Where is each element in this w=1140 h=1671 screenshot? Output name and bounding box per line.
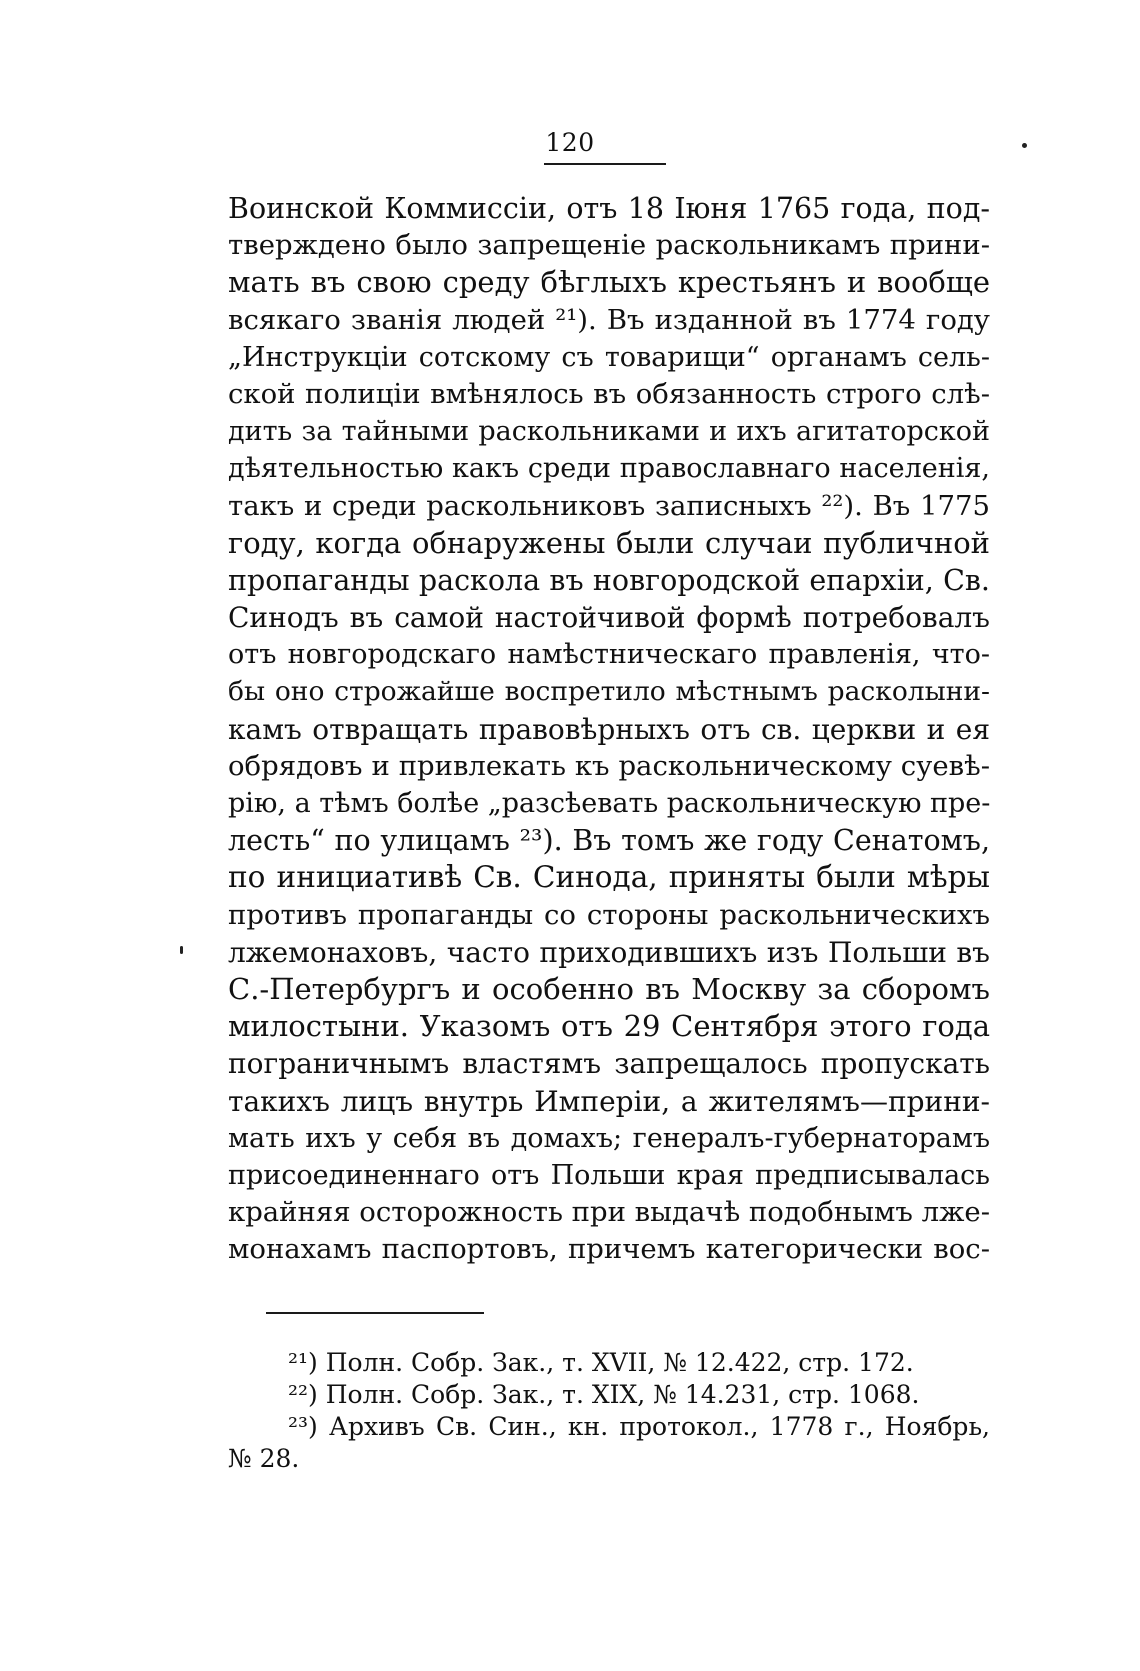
text-line: милостыни. Указомъ отъ 29 Сентября этого года <box>228 1009 990 1044</box>
text-line: такъ и среди раскольниковъ записныхъ ²²). Въ 1775 <box>228 489 990 522</box>
text-line: отъ новгородскаго намѣстническаго правленія, что- <box>228 639 990 671</box>
text-line: обрядовъ и привлекать къ раскольническому суевѣ- <box>228 749 990 782</box>
text-line: мать ихъ у себя въ домахъ; генералъ-губернаторамъ <box>228 1122 990 1154</box>
text-line: всякаго званія людей ²¹). Въ изданной въ 1774 году <box>228 303 990 336</box>
text-line: Синодъ въ самой настойчивой формѣ потребовалъ <box>228 601 990 635</box>
text-line: крайняя осторожность при выдачѣ подобнымъ лже- <box>228 1196 990 1229</box>
header-rule <box>544 163 666 165</box>
text-line: дить за тайными раскольниками и ихъ агитаторской <box>228 416 990 448</box>
text-line: бы оно строжайше воспретило мѣстнымъ расколыни- <box>228 676 990 708</box>
footnote-22: ²²) Полн. Собр. Зак., т. XIX, № 14.231, стр. 1068. <box>288 1380 920 1409</box>
text-line: мать въ свою среду бѣглыхъ крестьянъ и вообще <box>228 265 990 300</box>
margin-speck <box>180 946 183 954</box>
text-line: лесть“ по улицамъ ²³). Въ томъ же году Сенатомъ, <box>228 824 990 858</box>
text-line: такихъ лицъ внутрь Имперіи, а жителямъ—прини- <box>228 1084 990 1118</box>
footnote-separator <box>266 1312 484 1314</box>
text-line: пограничнымъ властямъ запрещалось пропускать <box>228 1047 990 1081</box>
footnote-23: ²³) Архивъ Св. Син., кн. протокол., 1778 г., Ноябрь, <box>288 1412 990 1441</box>
body-text <box>228 190 990 1268</box>
text-line: присоединеннаго отъ Польши края предписывалась <box>228 1159 990 1191</box>
page-number: 120 <box>545 128 595 157</box>
text-line: тверждено было запрещеніе раскольникамъ прини- <box>228 229 990 262</box>
text-line: пропаганды раскола въ новгородской епархіи, Св. <box>228 563 990 597</box>
margin-speck <box>1022 143 1027 148</box>
text-line: камъ отвращать правовѣрныхъ отъ св. церкви и ея <box>228 712 990 746</box>
footnote-23-continuation: № 28. <box>228 1444 300 1473</box>
footnotes <box>228 1347 990 1475</box>
text-line: противъ пропаганды со стороны раскольническихъ <box>228 898 990 931</box>
text-line: С.-Петербургъ и особенно въ Москву за сборомъ <box>228 971 990 1006</box>
text-line: „Инструкціи сотскому съ товарищи“ органамъ сель- <box>228 341 990 373</box>
text-line: ской полиціи вмѣнялось въ обязанность строго слѣ- <box>228 377 990 410</box>
text-line: дѣятельностью какъ среди православнаго населенія, <box>228 453 990 485</box>
text-line: рію, а тѣмъ болѣе „разсѣевать раскольническую пре- <box>228 788 990 819</box>
footnote-21: ²¹) Полн. Собр. Зак., т. XVII, № 12.422, стр. 172. <box>288 1348 914 1377</box>
text-line: Воинской Коммиссіи, отъ 18 Іюня 1765 года, под- <box>228 192 990 225</box>
text-line: по инициативѣ Св. Синода, приняты были мѣры <box>228 860 990 895</box>
text-line: лжемонаховъ, часто приходившихъ изъ Польши въ <box>228 935 990 969</box>
text-line: году, когда обнаружены были случаи публичной <box>228 525 990 560</box>
text-line: монахамъ паспортовъ, причемъ категорически вос- <box>228 1233 990 1266</box>
